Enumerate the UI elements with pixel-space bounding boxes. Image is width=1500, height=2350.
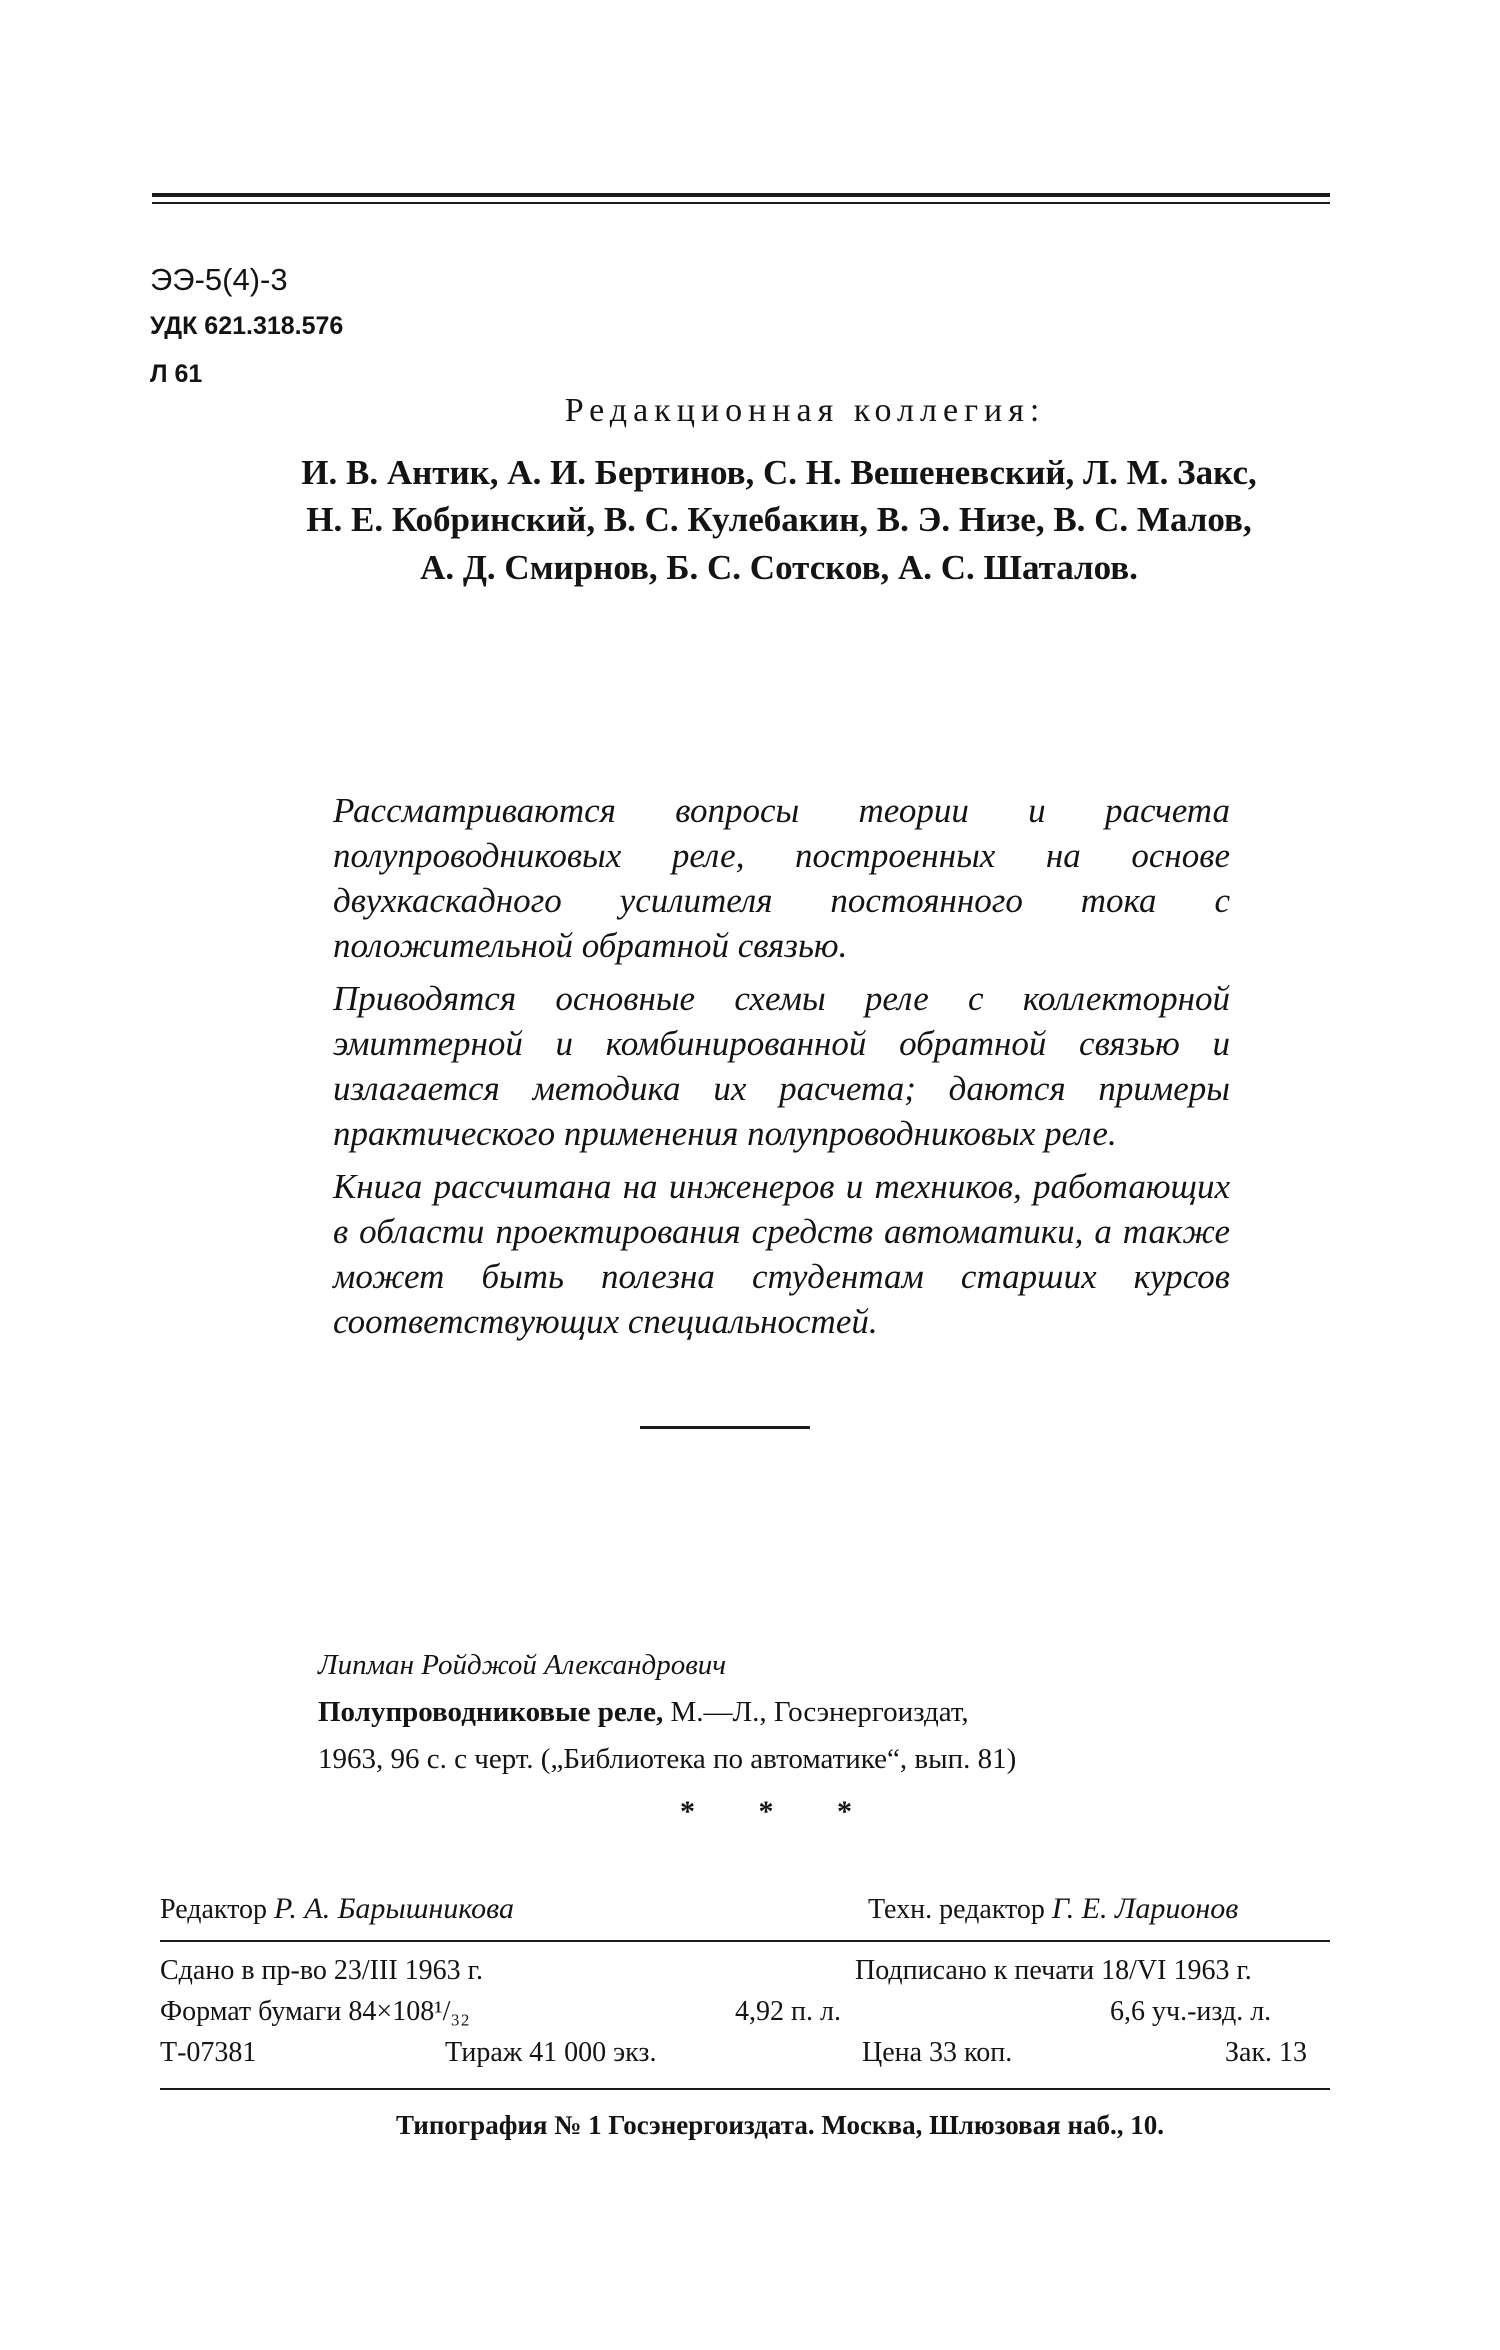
abstract-paragraph: Книга рассчитана на инженеров и техников, работающих в области проектирования средств автоматики, а также может быть полезна студентам старших курсов соответствующих специальностей. — [333, 1167, 1230, 1341]
top-rule-lower — [152, 202, 1330, 204]
book-title: Полупроводниковые реле, — [318, 1696, 664, 1728]
print-sheets: 4,92 п. л. — [735, 1996, 841, 2027]
editorial-board-line: А. Д. Смирнов, Б. С. Сотсков, А. С. Шаталов. — [420, 548, 1138, 587]
book-author: Липман Ройджой Александрович — [318, 1649, 727, 1681]
paper-format: Формат бумаги 84×108¹/₃₂ — [160, 1996, 470, 2027]
editor-name: Р. А. Барышникова — [274, 1892, 514, 1925]
license-number: Т-07381 — [160, 2037, 257, 2068]
author-mark: Л 61 — [150, 360, 203, 388]
tech-editor-label: Техн. редактор — [868, 1894, 1045, 1925]
book-details: 1963, 96 с. с черт. („Библиотека по автоматике“, вып. 81) — [318, 1743, 1017, 1775]
tech-editor-name: Г. Е. Ларионов — [1051, 1892, 1239, 1925]
printer-line: Типография № 1 Госэнергоиздата. Москва, Шлюзовая наб., 10. — [395, 2110, 1165, 2140]
editor-label: Редактор — [160, 1894, 268, 1925]
imprint-rule-bottom — [160, 2088, 1330, 2090]
book-title-line — [318, 1689, 1016, 1736]
print-run: Тираж 41 000 экз. — [445, 2037, 657, 2068]
order-number: Зак. 13 — [1225, 2037, 1308, 2068]
price: Цена 33 коп. — [862, 2037, 1013, 2068]
editorial-board-line: И. В. Антик, А. И. Бертинов, С. Н. Вешеневский, Л. М. Закс, — [301, 453, 1257, 492]
book-publisher: М.—Л., Госэнергоиздат, — [663, 1696, 969, 1728]
bbk-code: ЭЭ-5(4)-3 — [150, 262, 288, 297]
bibliographic-record — [318, 1642, 1016, 1783]
abstract — [333, 788, 1230, 1352]
abstract-paragraph: Приводятся основные схемы реле с коллекторной эмиттерной и комбинированной обратной связью и излагается методика их расчета; даются примеры практического применения полупроводниковых реле. — [333, 979, 1230, 1153]
section-separator — [640, 1426, 810, 1429]
tech-editor-line — [868, 1892, 1238, 1926]
separator-stars: * * * — [680, 1795, 880, 1828]
publisher-sheets: 6,6 уч.-изд. л. — [1110, 1996, 1272, 2027]
top-rule-upper — [152, 193, 1330, 197]
editorial-board-line: Н. Е. Кобринский, В. С. Кулебакин, В. Э. Низе, В. С. Малов, — [306, 500, 1252, 539]
editorial-board-title: Редакционная коллегия: — [564, 392, 1046, 429]
signed-date: Подписано к печати 18/VI 1963 г. — [855, 1955, 1252, 1986]
abstract-paragraph: Рассматриваются вопросы теории и расчета полупроводниковых реле, построенных на основе двухкаскадного усилителя постоянного тока с положительной обратной связью. — [333, 791, 1230, 965]
udk-code: УДК 621.318.576 — [150, 312, 344, 340]
editor-line — [160, 1892, 514, 1926]
submitted-date: Сдано в пр-во 23/III 1963 г. — [160, 1955, 483, 1986]
imprint-rule-top — [160, 1940, 1330, 1942]
